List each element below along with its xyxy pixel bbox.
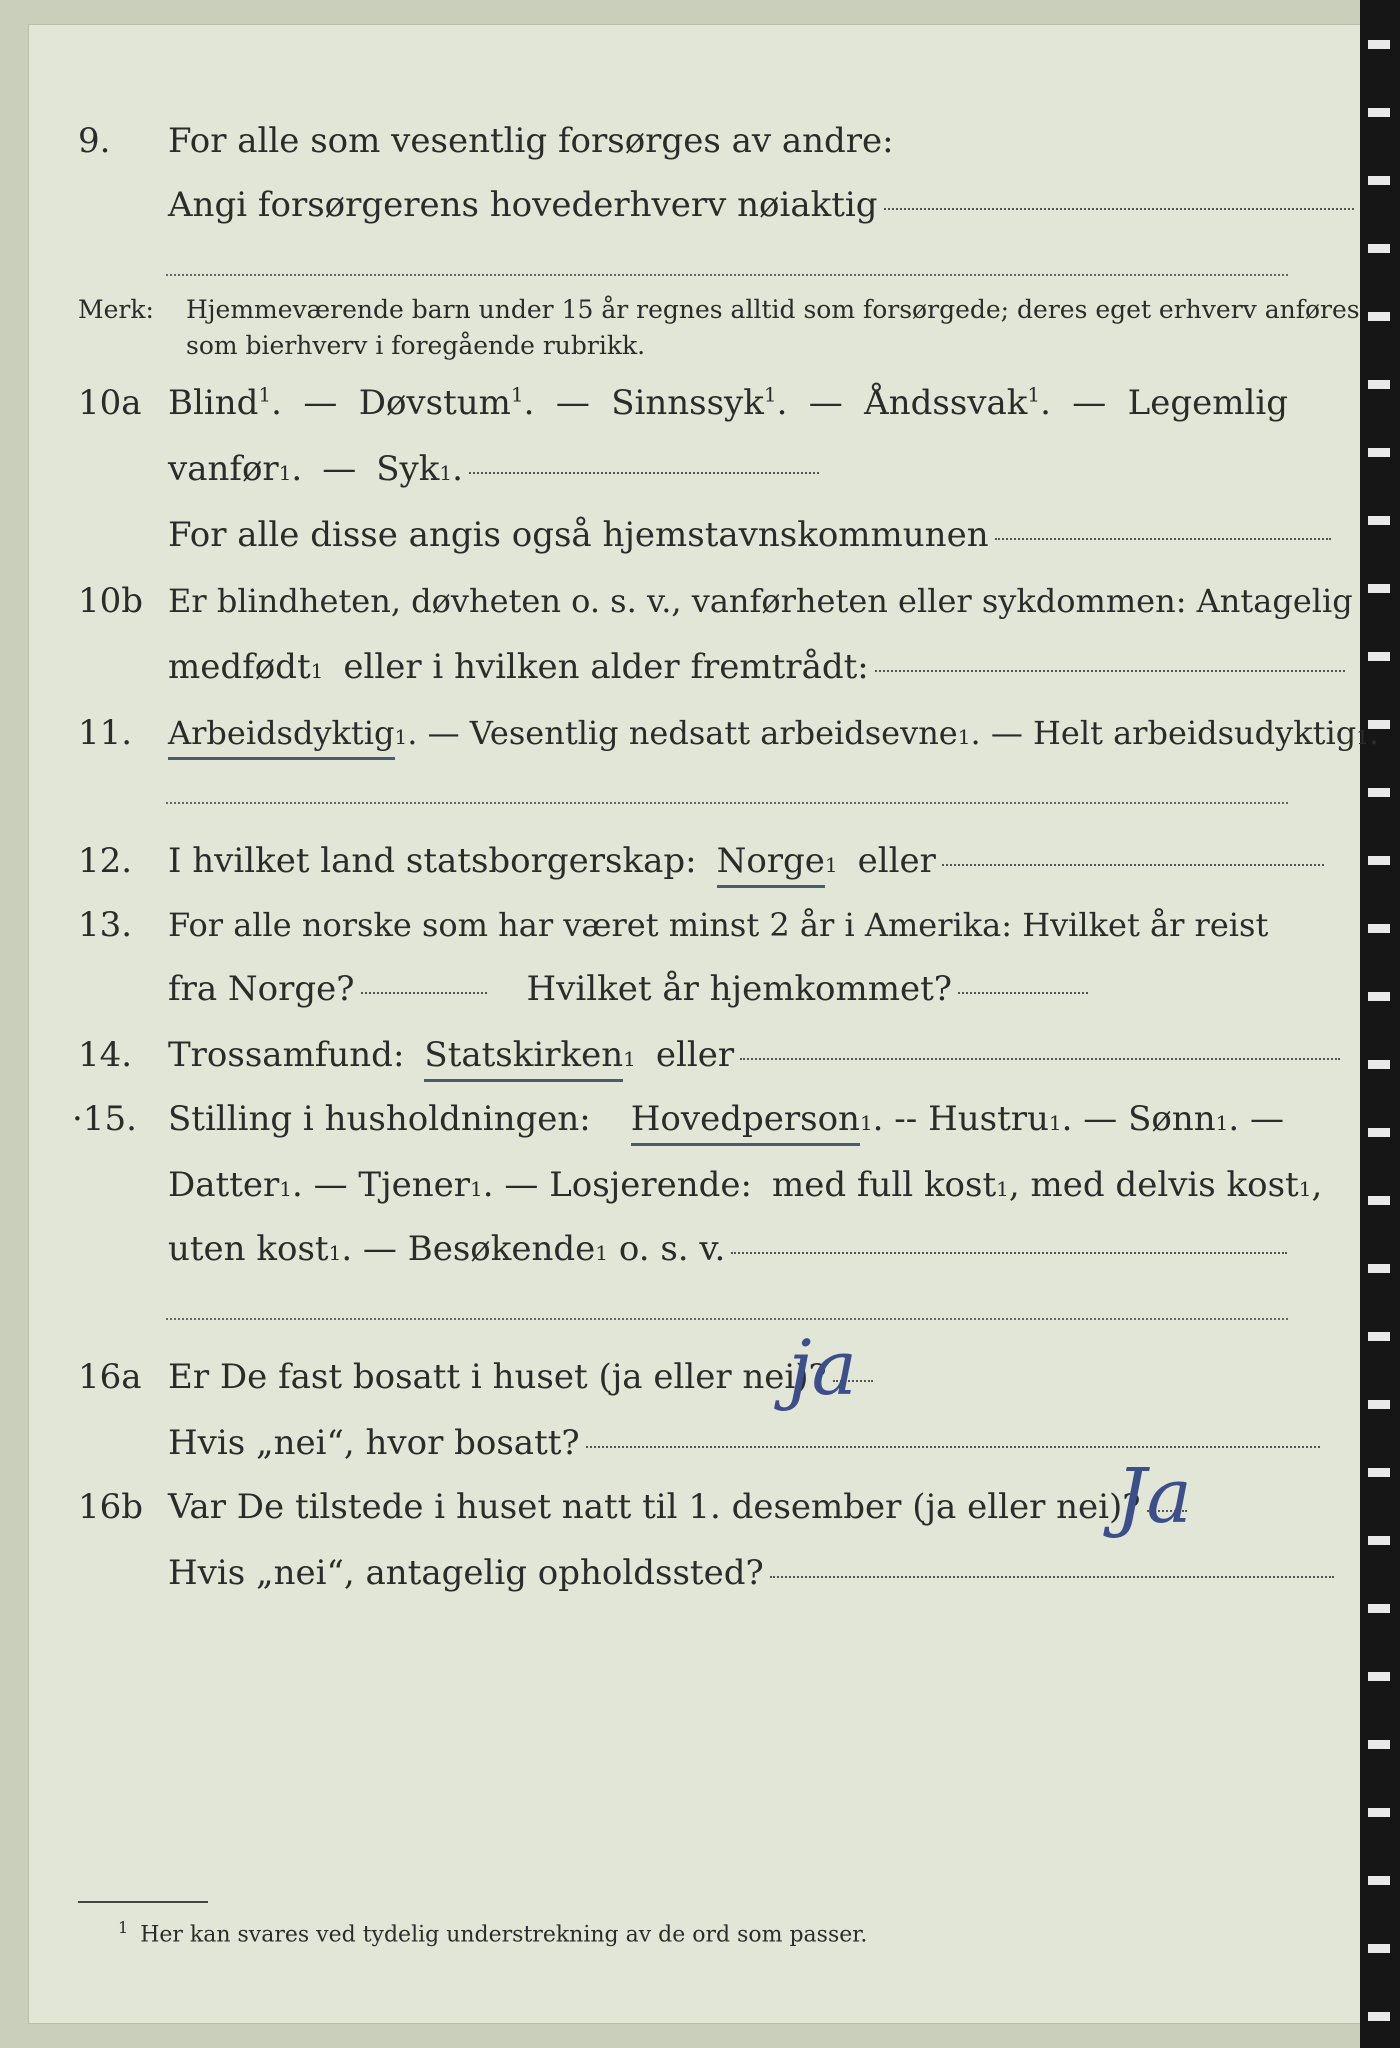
question-10b-line-2: medfødt 1 eller i hvilken alder fremtrådt:: [0, 644, 1300, 690]
answer-line[interactable]: [884, 208, 1354, 210]
question-number: ·15.: [72, 1099, 137, 1139]
option-arbeidsdyktig: Arbeidsdyktig: [168, 710, 395, 760]
footnote: [78, 1913, 867, 1950]
option-dovstum: Døvstum: [358, 383, 511, 423]
question-12: 12. I hvilket land statsborgerskap: Norge 1 eller: [0, 838, 1300, 884]
answer-line[interactable]: [731, 1252, 1287, 1254]
answer-line[interactable]: [770, 1576, 1334, 1578]
footnote-text: Her kan svares ved tydelig understrekning av de ord som passer.: [140, 1922, 868, 1948]
question-16b-line-2: [0, 1550, 1300, 1596]
question-number: 12.: [78, 841, 133, 881]
question-15: ·15. Stilling i husholdningen: Hovedperson 1 . -- Hustru 1 . — Sønn 1 . —: [0, 1096, 1300, 1142]
handwritten-answer: ja: [788, 1323, 857, 1412]
question-text: Hvis „nei“, antagelig opholdssted?: [168, 1553, 764, 1593]
option-delvis-kost: med delvis kost: [1030, 1165, 1299, 1205]
option-hustru: Hustru: [928, 1099, 1049, 1139]
footnote-mark: 1: [118, 1918, 129, 1937]
option-medfodt: medfødt: [168, 647, 311, 687]
question-15-line-2: Datter 1 . — Tjener 1 . — Losjerende: med full kost 1 , med delvis kost 1 ,: [0, 1162, 1300, 1208]
option-besokende: Besøkende: [407, 1229, 596, 1269]
question-text: Trossamfund:: [168, 1035, 405, 1075]
question-10a: 10a Blind$^1$. — Døvstum$^1$. — Sinnssyk$^1$. — Åndssvak$^1$. — Legemlig: [0, 380, 1300, 426]
question-text: o. s. v.: [618, 1229, 726, 1269]
option-blind: Blind: [168, 383, 259, 423]
question-10b: [0, 578, 1353, 624]
answer-line[interactable]: [586, 1446, 1320, 1448]
answer-line[interactable]: [469, 472, 819, 474]
option-datter: Datter: [168, 1165, 280, 1205]
footnote-rule: [78, 1901, 208, 1903]
question-text: eller: [655, 1035, 735, 1075]
option-full-kost: med full kost: [771, 1165, 997, 1205]
question-text: Hvilket år hjemkommet?: [526, 969, 953, 1009]
question-13: [0, 902, 1300, 948]
question-9: [0, 118, 1300, 164]
option-losjerende: Losjerende:: [549, 1165, 752, 1205]
option-tjener: Tjener: [358, 1165, 471, 1205]
option-sonn: Sønn: [1128, 1099, 1216, 1139]
scan-edge-strip: [1360, 0, 1400, 2048]
question-number: 14.: [78, 1035, 133, 1075]
answer-line[interactable]: [361, 992, 487, 994]
option-legemlig: Legemlig: [1127, 383, 1288, 423]
option-sinnssyk: Sinnssyk: [611, 383, 764, 423]
answer-line[interactable]: [958, 992, 1088, 994]
question-text: For alle norske som har været minst 2 år i Amerika: Hvilket år reist: [168, 906, 1269, 944]
question-text: Er blindheten, døvheten o. s. v., vanførheten eller sykdommen: Antagelig: [168, 582, 1353, 620]
question-13-line-2: [0, 966, 1300, 1012]
handwritten-answer: Ja: [1116, 1451, 1192, 1540]
answer-line[interactable]: [875, 670, 1345, 672]
question-number: 11.: [78, 713, 133, 753]
option-hovedperson: Hovedperson: [631, 1096, 860, 1146]
option-statskirken: Statskirken: [424, 1032, 623, 1082]
question-number: 10a: [78, 383, 142, 423]
question-text: Hvis „nei“, hvor bosatt?: [168, 1423, 580, 1463]
question-text: eller i hvilken alder fremtrådt:: [343, 647, 869, 687]
question-number: 16a: [78, 1357, 142, 1397]
question-10a-line-3: [0, 512, 1300, 558]
question-10a-line-2: vanfør 1 . — Syk 1 .: [0, 446, 1300, 492]
question-number: 10b: [78, 581, 144, 621]
question-number: 9.: [78, 121, 111, 161]
question-text: Er De fast bosatt i huset (ja eller nei)?: [168, 1357, 827, 1397]
question-text: I hvilket land statsborgerskap:: [168, 841, 697, 881]
question-text: Angi forsørgerens hovederhverv nøiaktig: [168, 185, 878, 225]
question-16a: [0, 1354, 1300, 1400]
question-9-line-2: [0, 182, 1300, 228]
question-11: 11. Arbeidsdyktig 1 . — Vesentlig nedsatt arbeidsevne 1 . — Helt arbeidsudyktig 1 .: [0, 710, 1300, 756]
question-15-line-3: uten kost 1 . — Besøkende 1 o. s. v.: [0, 1226, 1300, 1272]
answer-line[interactable]: [166, 802, 1288, 804]
option-uten-kost: uten kost: [168, 1229, 329, 1269]
question-16a-line-2: [0, 1420, 1300, 1466]
question-16b: [0, 1484, 1300, 1530]
question-text: For alle som vesentlig forsørges av andre:: [168, 121, 894, 161]
note-label: Merk:: [78, 295, 154, 324]
option-andssvak: Åndssvak: [864, 383, 1028, 423]
option-udyktig: Helt arbeidsudyktig: [1032, 714, 1357, 752]
question-14: 14. Trossamfund: Statskirken 1 eller: [0, 1032, 1300, 1078]
note-text: Hjemmeværende barn under 15 år regnes alltid som forsørgede; deres eget erhverv anføres som bierhverv i foregående rubrikk.: [186, 295, 1360, 360]
answer-line[interactable]: [166, 274, 1288, 276]
answer-line[interactable]: [740, 1058, 1340, 1060]
option-syk: Syk: [376, 449, 440, 489]
answer-line[interactable]: [995, 538, 1331, 540]
option-norge: Norge: [717, 838, 825, 888]
question-text: Stilling i husholdningen:: [168, 1099, 591, 1139]
question-text: fra Norge?: [168, 969, 355, 1009]
question-text: eller: [857, 841, 936, 881]
question-text: For alle disse angis også hjemstavnskommunen: [168, 515, 989, 555]
option-vanfor: vanfør: [168, 449, 279, 489]
question-number: 13.: [78, 905, 133, 945]
question-number: 16b: [78, 1487, 144, 1527]
option-nedsatt: Vesentlig nedsatt arbeidsevne: [469, 714, 958, 752]
answer-line[interactable]: [166, 1318, 1288, 1320]
answer-line[interactable]: [942, 864, 1324, 866]
question-text: Var De tilstede i huset natt til 1. desember (ja eller nei)?: [168, 1487, 1141, 1527]
